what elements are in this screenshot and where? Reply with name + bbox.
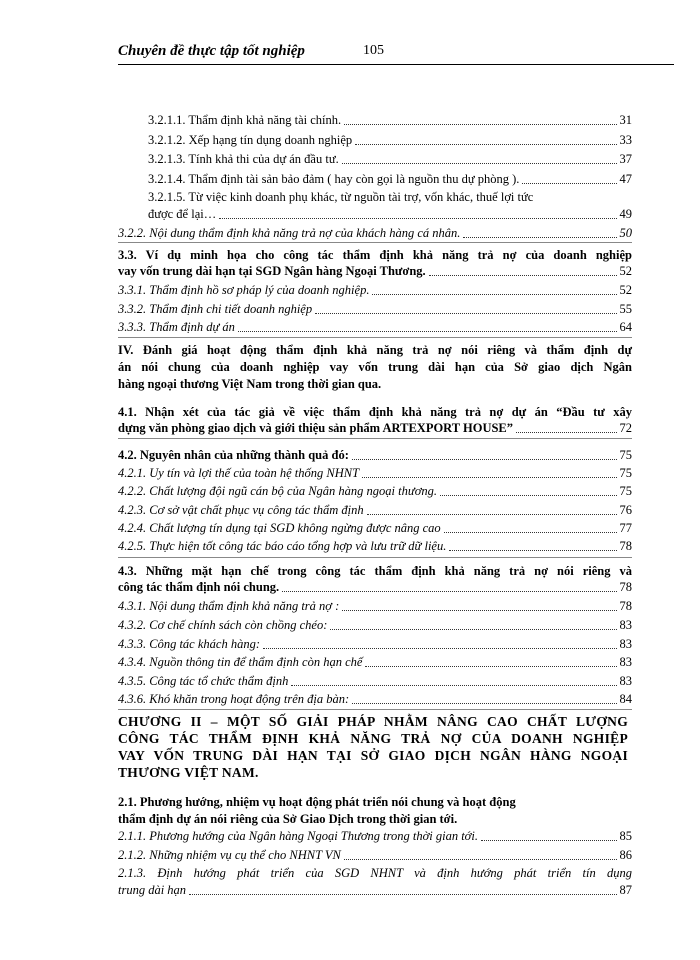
toc-entry-4-3-5[interactable]	[118, 674, 632, 689]
toc-entry-4-3[interactable]	[118, 580, 632, 595]
toc-entry-label: 4.3.6. Khó khăn trong hoạt động trên địa bàn:	[118, 692, 350, 706]
toc-entry-4-3-line1: 4.3. Những mặt hạn chế trong công tác thẩm định khả năng trả nợ nói riêng và	[118, 564, 632, 578]
toc-entry-4-2-1[interactable]	[118, 466, 632, 481]
toc-entry-4-1-line1: 4.1. Nhận xét của tác giả về việc thẩm định khả năng trả nợ dự án “Đầu tư xây	[118, 405, 632, 419]
toc-entry-3-3-1[interactable]	[118, 283, 632, 298]
section-iv-line2: án nói chung của doanh nghiệp vay vốn trung dài hạn của Sở giao dịch Ngân	[118, 360, 632, 374]
chapter-ii-title-line1: CHƯƠNG II – MỘT SỐ GIẢI PHÁP NHẰM NÂNG CAO CHẤT LƯỢNG	[118, 714, 628, 729]
toc-entry-4-3-3[interactable]	[118, 637, 632, 652]
toc-entry-4-1[interactable]	[118, 421, 632, 436]
toc-entry-4-3-6[interactable]	[118, 692, 632, 707]
toc-entry-4-2-3[interactable]	[118, 503, 632, 518]
toc-entry-page: 75	[619, 448, 632, 462]
chapter-ii-title-line4: THƯƠNG VIỆT NAM.	[118, 765, 259, 780]
toc-entry-page: 84	[619, 692, 632, 706]
toc-entry-label: vay vốn trung dài hạn tại SGD Ngân hàng Ngoại Thương.	[118, 264, 426, 278]
toc-entry-label: 4.2.4. Chất lượng tín dụng tại SGD không ngừng được nâng cao	[118, 521, 441, 535]
toc-entry-label: công tác thẩm định nói chung.	[118, 580, 280, 594]
toc-entry-4-3-4[interactable]	[118, 655, 632, 670]
toc-entry-page: 76	[619, 503, 632, 517]
toc-entry-label: 4.3.3. Công tác khách hàng:	[118, 637, 260, 651]
toc-entry-page: 50	[619, 226, 632, 240]
toc-entry-page: 78	[619, 599, 632, 613]
toc-entry-4-3-1[interactable]	[118, 599, 632, 614]
toc-entry-page: 37	[619, 152, 632, 166]
toc-entry-2-1-3-line1: 2.1.3. Định hướng phát triển của SGD NHNT và định hướng phát triển tín dụng	[118, 866, 632, 880]
toc-entry-label: 3.2.1.1. Thẩm định khả năng tài chính.	[148, 113, 342, 127]
toc-entry-3-3-3[interactable]	[118, 320, 632, 335]
toc-entry-page: 78	[619, 539, 632, 553]
toc-entry-3-2-2[interactable]	[118, 226, 632, 241]
toc-entry-label: 3.3.3. Thẩm định dự án	[118, 320, 235, 334]
toc-entry-page: 83	[619, 674, 632, 688]
toc-entry-3-2-1-4[interactable]	[148, 172, 632, 187]
toc-entry-page: 52	[619, 264, 632, 278]
toc-entry-page: 55	[619, 302, 632, 316]
toc-entry-3-2-1-1[interactable]	[148, 113, 632, 128]
toc-entry-label: 4.3.4. Nguồn thông tin để thẩm định còn hạn chế	[118, 655, 363, 669]
toc-entry-page: 64	[619, 320, 632, 334]
toc-entry-page: 83	[619, 618, 632, 632]
toc-entry-4-2[interactable]	[118, 448, 632, 463]
toc-entry-page: 49	[619, 207, 632, 221]
section-iv-line3: hàng ngoại thương Việt Nam trong thời gian qua.	[118, 377, 382, 391]
chapter-ii-title-line2: CÔNG TÁC THẨM ĐỊNH KHẢ NĂNG TRẢ NỢ CỦA DOANH NGHIỆP	[118, 731, 628, 746]
toc-entry-page: 85	[619, 829, 632, 843]
toc-entry-label: dựng văn phòng giao dịch và giới thiệu sản phẩm ARTEXPORT HOUSE”	[118, 421, 514, 435]
toc-entry-label: 3.3.1. Thẩm định hồ sơ pháp lý của doanh nghiệp.	[118, 283, 370, 297]
toc-entry-3-3[interactable]	[118, 264, 632, 279]
toc-entry-label: được để lại…	[148, 207, 217, 221]
toc-entry-label: 2.1.2. Những nhiệm vụ cụ thể cho NHNT VN	[118, 848, 341, 862]
chapter-ii-title-line3: VAY VỐN TRUNG DÀI HẠN TẠI SỞ GIAO DỊCH NGÂN HÀNG NGOẠI	[118, 748, 628, 763]
divider	[118, 337, 632, 338]
toc-entry-2-1-line2: thẩm định dự án nói riêng của Sở Giao Dịch trong thời gian tới.	[118, 812, 458, 826]
toc-entry-label: 4.2.3. Cơ sở vật chất phục vụ công tác thẩm định	[118, 503, 364, 517]
toc-entry-label: 4.3.5. Công tác tổ chức thẩm định	[118, 674, 289, 688]
divider	[118, 242, 632, 243]
toc-entry-label: 4.2.2. Chất lượng đội ngũ cán bộ của Ngân hàng ngoại thương.	[118, 484, 437, 498]
toc-entry-page: 83	[619, 637, 632, 651]
document-title: Chuyên đề thực tập tốt nghiệp	[118, 43, 305, 59]
toc-entry-page: 78	[619, 580, 632, 594]
page-number: 105	[363, 43, 384, 58]
divider	[118, 557, 632, 558]
toc-entry-3-3-line1: 3.3. Ví dụ minh họa cho công tác thẩm định khả năng trả nợ của doanh nghiệp	[118, 248, 632, 262]
toc-entry-page: 75	[619, 484, 632, 498]
toc-entry-page: 86	[619, 848, 632, 862]
toc-entry-label: 3.2.1.2. Xếp hạng tín dụng doanh nghiệp	[148, 133, 353, 147]
toc-entry-label: 3.2.1.4. Thẩm định tài sản bảo đảm ( hay còn gọi là nguồn thu dự phòng ).	[148, 172, 520, 186]
toc-entry-label: 4.3.1. Nội dung thẩm định khả năng trả nợ :	[118, 599, 340, 613]
toc-entry-page: 87	[619, 883, 632, 897]
divider	[118, 438, 632, 439]
toc-entry-label: 4.2. Nguyên nhân của những thành quả đó:	[118, 448, 349, 462]
toc-entry-label: trung dài hạn	[118, 883, 187, 897]
toc-entry-2-1-line1: 2.1. Phương hướng, nhiệm vụ hoạt động phát triển nói chung và hoạt động	[118, 795, 516, 809]
section-iv-line1: IV. Đánh giá hoạt động thẩm định khả năng trả nợ nói riêng và thẩm định dự	[118, 343, 632, 357]
toc-entry-4-2-2[interactable]	[118, 484, 632, 499]
toc-entry-label: 3.2.1.3. Tính khả thi của dự án đầu tư.	[148, 152, 339, 166]
toc-entry-page: 72	[619, 421, 632, 435]
toc-entry-3-2-1-5-line1: 3.2.1.5. Từ việc kinh doanh phụ khác, từ nguồn tài trợ, vốn khác, thuế lợi tức	[148, 190, 534, 204]
toc-entry-page: 31	[619, 113, 632, 127]
toc-entry-3-3-2[interactable]	[118, 302, 632, 317]
toc-entry-2-1-2[interactable]	[118, 848, 632, 863]
toc-entry-label: 3.2.2. Nội dung thẩm định khả năng trả nợ của khách hàng cá nhân.	[118, 226, 461, 240]
toc-entry-2-1-3[interactable]	[118, 883, 632, 898]
toc-entry-page: 77	[619, 521, 632, 535]
toc-entry-label: 4.2.5. Thực hiện tốt công tác báo cáo tổng hợp và lưu trữ dữ liệu.	[118, 539, 447, 553]
toc-entry-page: 83	[619, 655, 632, 669]
toc-entry-3-2-1-3[interactable]	[148, 152, 632, 167]
toc-entry-2-1-1[interactable]	[118, 829, 632, 844]
toc-entry-label: 4.3.2. Cơ chế chính sách còn chồng chéo:	[118, 618, 328, 632]
toc-entry-label: 4.2.1. Uy tín và lợi thế của toàn hệ thống NHNT	[118, 466, 360, 480]
toc-entry-label: 2.1.1. Phương hướng của Ngân hàng Ngoại Thương trong thời gian tới.	[118, 829, 478, 843]
divider	[118, 709, 632, 710]
toc-entry-3-2-1-5[interactable]	[148, 207, 632, 222]
toc-entry-4-2-4[interactable]	[118, 521, 632, 536]
toc-entry-4-3-2[interactable]	[118, 618, 632, 633]
toc-entry-3-2-1-2[interactable]	[148, 133, 632, 148]
toc-entry-page: 75	[619, 466, 632, 480]
toc-entry-4-2-5[interactable]	[118, 539, 632, 554]
toc-entry-page: 33	[619, 133, 632, 147]
toc-entry-page: 52	[619, 283, 632, 297]
toc-entry-label: 3.3.2. Thẩm định chi tiết doanh nghiệp	[118, 302, 313, 316]
toc-entry-page: 47	[619, 172, 632, 186]
